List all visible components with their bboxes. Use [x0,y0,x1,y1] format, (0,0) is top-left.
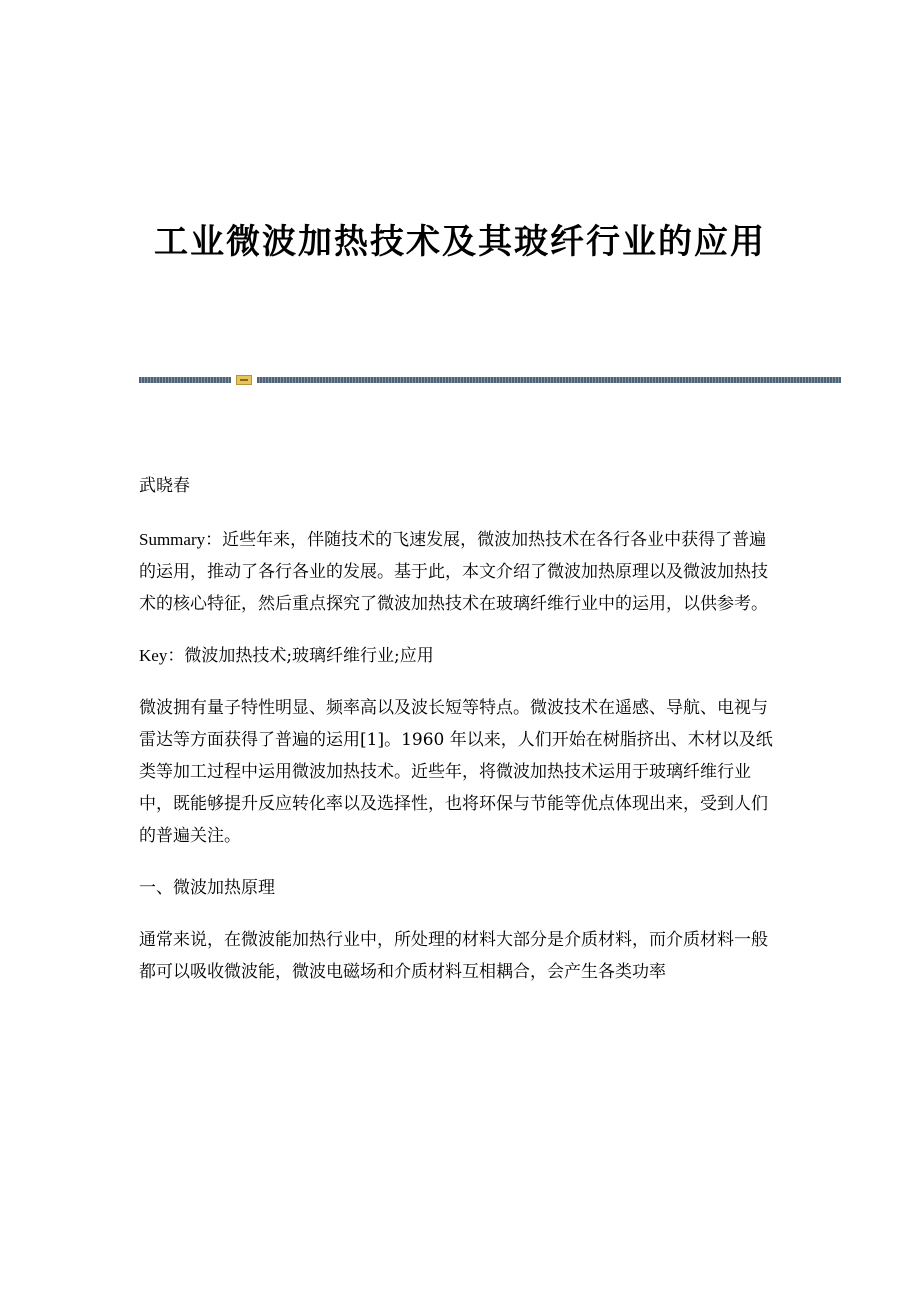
section-paragraph: 通常来说，在微波能加热行业中，所处理的材料大部分是介质材料，而介质材料一般都可以吸收微波能，微波电磁场和介质材料互相耦合，会产生各类功率 [139,930,768,982]
keywords-text: 微波加热技术;玻璃纤维行业;应用 [184,646,434,666]
divider-ornament-icon [236,375,252,385]
title-divider [139,375,841,385]
divider-bar-left [139,377,231,383]
intro-paragraph: 微波拥有量子特性明显、频率高以及波长短等特点。微波技术在遥感、导航、电视与雷达等方面获得了普遍的运用[1]。1960 年以来，人们开始在树脂挤出、木材以及纸类等加工过程中运用微波加热技术。近些年，将微波加热技术运用于玻璃纤维行业中，既能够提升反应转化率以及选择性，也将环保与节能等优点体现出来，受到人们的普遍关注。 [139,698,773,846]
divider-bar-right [257,377,841,383]
summary-label: Summary： [139,530,223,549]
document-title: 工业微波加热技术及其玻纤行业的应用 [154,222,766,262]
section-heading: 一、微波加热原理 [139,878,275,898]
keywords-label: Key： [139,646,185,665]
keywords-paragraph [139,640,779,672]
summary-paragraph [139,524,779,620]
summary-text: 近些年来，伴随技术的飞速发展，微波加热技术在各行各业中获得了普遍的运用，推动了各行各业的发展。基于此，本文介绍了微波加热原理以及微波加热技术的核心特征，然后重点探究了微波加热技术在玻璃纤维行业中的运用，以供参考。 [139,530,768,614]
document-body [139,470,779,1008]
author-name: 武晓春 [139,476,190,496]
